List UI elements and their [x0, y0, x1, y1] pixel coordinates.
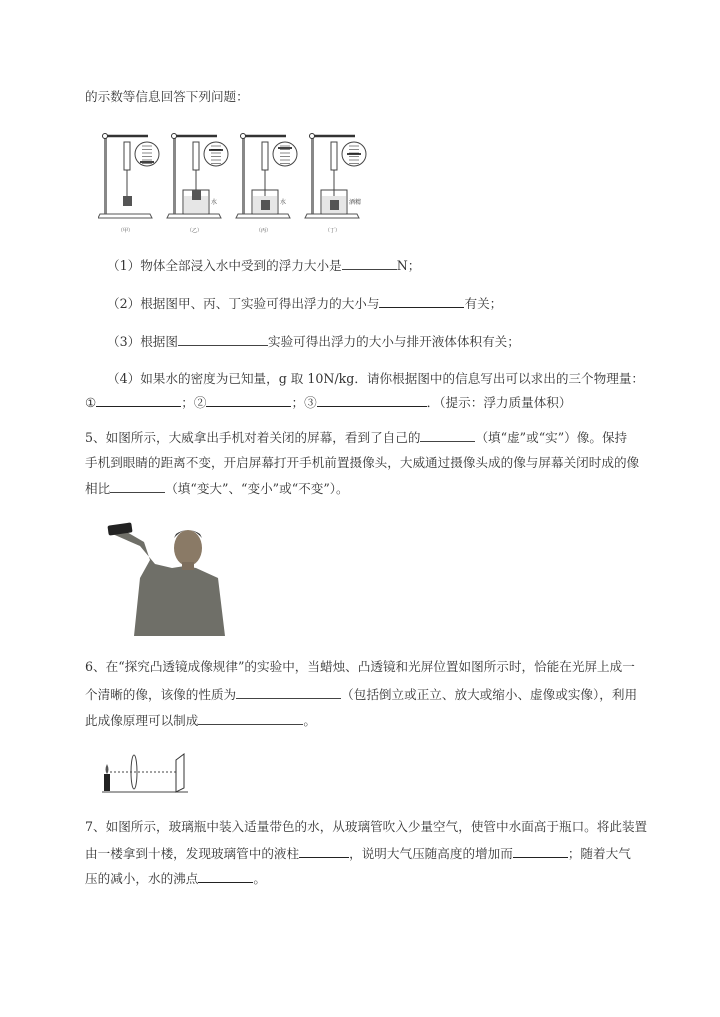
spring-scale-figure [98, 128, 393, 236]
svg-text:水: 水 [280, 199, 287, 206]
answer-blank[interactable] [513, 845, 568, 858]
q7-line2: 由一楼拿到十楼，发现玻璃管中的液柱 ，说明大气压随高度的增加而 ；随着大气 [85, 846, 631, 861]
svg-text:（丙）: （丙） [256, 228, 272, 234]
q5-line2: 手机到眼睛的距离不变，开启屏幕打开手机前置摄像头，大威通过摄像头成的像与屏幕关闭时成的像 [85, 455, 640, 470]
answer-blank[interactable] [178, 333, 268, 346]
q7-line3: 压的减小，水的沸点 。 [85, 871, 266, 886]
answer-blank[interactable] [342, 257, 397, 270]
q6-line1: 6、在“探究凸透镜成像规律”的实验中，当蜡烛、凸透镜和光屏位置如图所示时，恰能在光屏上成一 [85, 659, 635, 674]
answer-blank[interactable] [420, 429, 475, 442]
q4-sub3: （3）根据图 实验可得出浮力的大小与排开液体体积有关； [107, 334, 520, 349]
svg-text:水: 水 [211, 199, 218, 206]
svg-text:（乙）: （乙） [187, 228, 203, 234]
svg-text:（甲）: （甲） [118, 228, 134, 234]
lens-setup-figure [98, 752, 193, 794]
answer-blank[interactable] [299, 845, 349, 858]
q4-sub1: （1）物体全部浸入水中受到的浮力大小是 N； [107, 258, 421, 273]
answer-blank[interactable] [317, 394, 427, 407]
intro-text: 的示数等信息回答下列问题： [85, 89, 249, 104]
answer-blank[interactable] [110, 480, 165, 493]
q4-sub4: （4）如果水的密度为已知量，g 取 10N/kg．请你根据图中的信息写出可以求出的三个物理量： [107, 371, 645, 386]
q5-line1: 5、如图所示，大威拿出手机对着关闭的屏幕，看到了自己的 （填“虚”或“实”）像。保持 [85, 430, 628, 445]
q7-line1: 7、如图所示，玻璃瓶中装入适量带色的水，从玻璃管吹入少量空气，使管中水面高于瓶口。将此装置 [85, 819, 648, 834]
answer-blank[interactable] [206, 394, 291, 407]
q4-sub4-answers: ① ；② ；③ ．（提示：浮力质量体积） [85, 395, 572, 410]
q4-sub2: （2）根据图甲、丙、丁实验可得出浮力的大小与 有关； [107, 296, 503, 311]
answer-blank[interactable] [198, 870, 253, 883]
answer-blank[interactable] [236, 686, 341, 699]
svg-text:酒精: 酒精 [349, 199, 362, 206]
answer-blank[interactable] [198, 712, 303, 725]
q6-line2: 个清晰的像，该像的性质为 （包括倒立或正立、放大或缩小、虚像或实像），利用 [85, 687, 638, 702]
answer-blank[interactable] [96, 394, 181, 407]
q5-line3: 相比 （填“变大”、“变小”或“不变”）。 [85, 481, 349, 496]
selfie-photo [100, 518, 225, 636]
answer-blank[interactable] [379, 295, 464, 308]
svg-text:（丁）: （丁） [325, 228, 341, 234]
q6-line3: 此成像原理可以制成 。 [85, 713, 316, 728]
